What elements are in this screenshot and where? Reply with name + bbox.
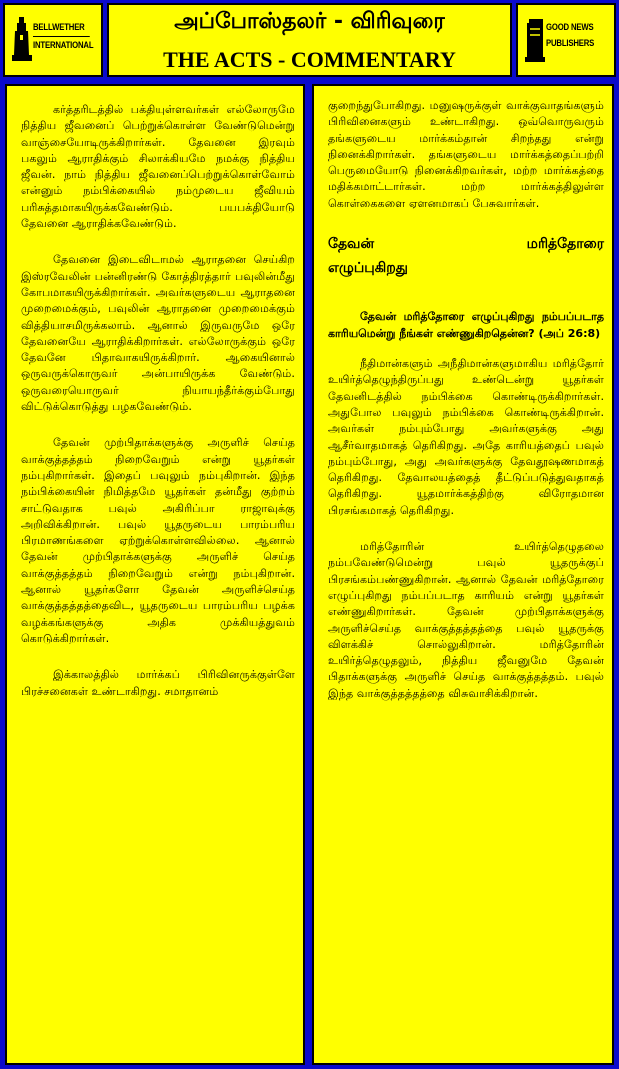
- page-header: [3, 3, 616, 77]
- right-paragraph-continued: குறைந்துபோகிறது. மனுஷருக்குள் வாக்குவாதங்களும் பிரிவினைகளும் உண்டாகிறது. ஒவ்வொருவரும் தங்களுடைய மார்க்கம்தான் சிறந்தது என்று நினைக்கிறார்கள். தங்களுடைய மார்க்கத்தைப்பற்றி பெருமையோடு நினைக்கிறவர்கள், மற்ற மார்க்கத்தை மதிக்கமாட்டார்கள். மற்ற மார்க்கத்திலுள்ள கொள்கைகளை ஏளனமாகப் பேசுவார்கள்.: [328, 99, 604, 210]
- right-paragraph-2: மரித்தோரின் உயிர்த்தெழுதலை நம்பவேண்டுமென்று பவுல் யூதருக்குப் பிரசங்கம்பண்ணுகிறான். ஆனால் தேவன் மரித்தோரை எழுப்புகிறது நம்பப்படாத காரியம் என்று யூதர்கள் எண்ணுகிறார்கள். தேவன் முற்பிதாக்களுக்கு அருளிச்செய்த வாக்குத்தத்தத்தை பவுல் யூதருக்கு விளக்கிச் சொல்லுகிறான். மரித்தோரின் உயிர்த்தெழுதலும், நித்திய ஜீவனுமே தேவன் பிதாக்களுக்கு அருளிச் செய்த வாக்குத்தத்தம். பவுல் இந்த வாக்குத்தத்தத்தை விசுவாசிக்கிறான்.: [328, 540, 604, 700]
- page-title-english: THE ACTS - COMMENTARY: [163, 47, 456, 72]
- scripture-quote: தேவன் மரித்தோரை எழுப்புகிறது நம்பப்படாத காரியமென்று நீங்கள் எண்ணுகிறதென்ன? (அப் 26:8): [328, 310, 604, 341]
- goodnews-logo: [524, 15, 612, 69]
- section-heading-line2: எழுப்புகிறது: [328, 260, 408, 277]
- bellwether-logo: [11, 15, 99, 69]
- bellwether-line2: INTERNATIONAL: [33, 40, 94, 50]
- bellwether-tower-icon: [11, 15, 33, 69]
- section-heading: [328, 232, 604, 280]
- title-box: [107, 3, 512, 77]
- section-heading-line1: தேவன் மரித்தோரை: [328, 236, 604, 253]
- left-paragraph-4: இக்காலத்தில் மார்க்கப் பிரிவினருக்குள்ளே பிரச்சனைகள் உண்டாகிறது. சமாதானம்: [21, 668, 295, 698]
- bellwether-logo-box: [3, 3, 103, 77]
- left-column: [5, 84, 305, 1065]
- book-icon: [524, 15, 546, 69]
- bellwether-line1: BELLWETHER: [33, 22, 85, 32]
- right-paragraph-1: நீதிமான்களும் அநீதிமான்களுமாகிய மரித்தோர் உயிர்த்தெழுந்திருப்பது உண்டென்று யூதர்கள் தேவனிடத்தில் நம்பிக்கை கொண்டிருக்கிறார்கள். அதுபோல பவுலும் நம்பிக்கை கொண்டிருக்கிறான். அவர்கள் நம்பும்போது அவர்களுக்கு அது ஆசீர்வாதமாகத் தெரிகிறது. அதே காரியத்தைப் பவுல் நம்பும்போது, அது அவர்களுக்கு தேவதூஷணமாகத் தெரிகிறது. தேவாலயத்தைத் தீட்டுப்படுத்துவதாகத் தெரிகிறது. யூதமார்க்கத்திற்கு விரோதமான பிரசங்கமாகத் தெரிகிறது.: [328, 357, 604, 517]
- left-paragraph-3: தேவன் முற்பிதாக்களுக்கு அருளிச் செய்த வாக்குத்தத்தம் நிறைவேறும் என்று யூதர்கள் நம்புகிறார்கள். இதைப் பவுலும் நம்புகிறான். இந்த நம்பிக்கையின் நிமித்தமே யூதர்கள் தன்மீது குற்றம் சாட்டுவதாக பவுல் அகிரிப்பா ராஜாவுக்கு அறிவிக்கிறான். பவுல் யூதருடைய பாரம்பரிய பிரமாணங்களை ஏற்றுக்கொள்ளவில்லை. ஆனால் தேவன் முற்பிதாக்களுக்கு அருளிச் செய்த வாக்குத்தத்தம் நிறைவேறும் என்று நம்புகிறான். ஆனால் யூதர்களோ தேவன் அருளிச்செய்த வாக்குத்தத்தத்தைவிட, யூதருடைய பாரம்பரிய பழக்க வழக்கங்களுக்கு அதிக முக்கியத்துவம் கொடுக்கிறார்கள்.: [21, 436, 295, 645]
- left-paragraph-1: கர்த்தரிடத்தில் பக்தியுள்ளவர்கள் எல்லோருமே நித்திய ஜீவனைப் பெற்றுக்கொள்ள வேண்டுமென்று வாஞ்சையோடிருக்கிறார்கள். தேவனை இரவும் பகலும் ஆராதிக்கும் சிலாக்கியமே நமக்கு நித்திய ஜீவன். நாம் நித்திய ஜீவனைப்பெற்றுக்கொள்வோம் என்னும் நம்பிக்கையில் நம்முடைய ஜீவியம் பரிசுத்தமாகயிருக்கவேண்டும். பயபக்தியோடு தேவனை ஆராதிக்கவேண்டும்.: [21, 103, 295, 231]
- right-column: [312, 84, 614, 1065]
- left-paragraph-2: தேவனை இடைவிடாமல் ஆராதனை செய்கிற இஸ்ரவேலின் பன்னிரண்டு கோத்திரத்தார் பவுலின்மீது கோபமாகயிருக்கிறார்கள். அவர்களுடைய ஆராதனை முறைமைக்கும், பவுலின் ஆராதனை முறைமைக்கும் வித்தியாசமிருக்கலாம். ஆனால் இருவருமே ஒரே தேவனையே ஆராதிக்கிறார்கள். எல்லோருக்கும் ஒரே தேவனே பிதாவாகயிருக்கிறார். ஆகையினால் ஒருவருக்கொருவர் அன்பாயிருக்க வேண்டும். ஒருவரையொருவர் நியாயந்தீர்க்கும்போது விட்டுக்கொடுத்து பழகவேண்டும்.: [21, 253, 295, 414]
- goodnews-logo-box: [516, 3, 616, 77]
- goodnews-line1: GOOD NEWS: [546, 22, 594, 32]
- page-title-tamil: அப்போஸ்தலர் - விரிவுரை: [174, 9, 445, 34]
- goodnews-line2: PUBLISHERS: [546, 38, 595, 48]
